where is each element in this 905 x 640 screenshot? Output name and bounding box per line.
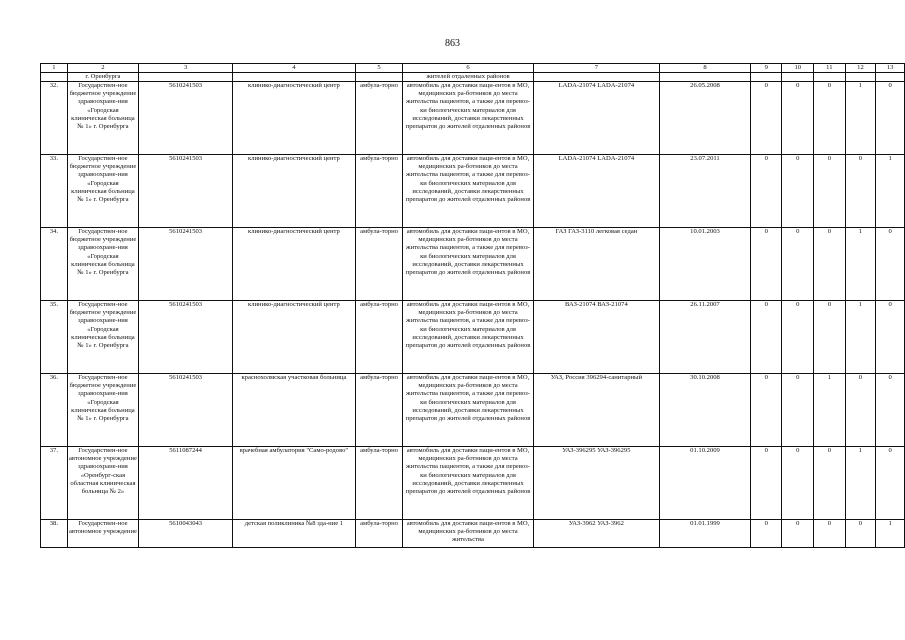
cell bbox=[233, 73, 356, 82]
date-cell: 10.01.2003 bbox=[660, 228, 751, 301]
cell bbox=[782, 73, 814, 82]
count-cell: 0 bbox=[814, 82, 846, 155]
unit-cell: клинико-диагностический центр bbox=[233, 228, 356, 301]
vehicle-cell: УАЗ, Россия 396294-санитарный bbox=[533, 374, 659, 447]
care-type-cell: амбула-торно bbox=[355, 301, 403, 374]
count-cell: 0 bbox=[876, 447, 905, 520]
purpose-cell: автомобиль для доставки паци-ентов в МО, медицинских ра-ботников до места жительства пациентов, а также для перевоз-ки биологических материалов для исследований, доставки лекарственных препаратов до жителей отдаленных районов bbox=[403, 155, 533, 228]
vehicle-cell: ГАЗ ГАЗ-3110 легковая седан bbox=[533, 228, 659, 301]
count-cell: 0 bbox=[814, 520, 846, 548]
org-cell: Государствен-ное бюджетное учреждение здравоохране-ния «Городская клиническая больница № 1» г. Оренбурга bbox=[67, 228, 138, 301]
column-header: 1 bbox=[41, 64, 68, 73]
table-row bbox=[41, 228, 905, 301]
header-row bbox=[41, 64, 905, 73]
count-cell: 0 bbox=[845, 520, 876, 548]
count-cell: 0 bbox=[750, 155, 782, 228]
unit-cell: клинико-диагностический центр bbox=[233, 82, 356, 155]
row-number-cell: 38. bbox=[41, 520, 68, 548]
count-cell: 0 bbox=[782, 228, 814, 301]
table-row bbox=[41, 301, 905, 374]
date-cell: 26.05.2008 bbox=[660, 82, 751, 155]
count-cell: 0 bbox=[876, 82, 905, 155]
vehicle-cell: ВАЗ-21074 ВАЗ-21074 bbox=[533, 301, 659, 374]
vehicle-cell: УАЗ-3962 УАЗ-3962 bbox=[533, 520, 659, 548]
purpose-cell: автомобиль для доставки паци-ентов в МО, медицинских ра-ботников до места жительства пациентов, а также для перевоз-ки биологических материалов для исследований, доставки лекарственных препаратов до жителей отдаленных районов bbox=[403, 228, 533, 301]
table-row bbox=[41, 447, 905, 520]
org-cell: Государствен-ное автономное учреждение здравоохране-ния «Оренбург-ская областная клиническая больница № 2» bbox=[67, 447, 138, 520]
cell bbox=[41, 73, 68, 82]
count-cell: 0 bbox=[782, 520, 814, 548]
count-cell: 0 bbox=[845, 155, 876, 228]
unit-cell: клинико-диагностический центр bbox=[233, 155, 356, 228]
table-row bbox=[41, 374, 905, 447]
row-number-cell: 32. bbox=[41, 82, 68, 155]
count-cell: 0 bbox=[782, 374, 814, 447]
vehicle-cell: LADA-21074 LADA-21074 bbox=[533, 155, 659, 228]
date-cell: 26.11.2007 bbox=[660, 301, 751, 374]
count-cell: 0 bbox=[876, 301, 905, 374]
row-number-cell: 33. bbox=[41, 155, 68, 228]
table-row bbox=[41, 155, 905, 228]
row-number-cell: 37. bbox=[41, 447, 68, 520]
count-cell: 1 bbox=[845, 447, 876, 520]
cell bbox=[845, 73, 876, 82]
inn-cell: 5610241503 bbox=[139, 301, 233, 374]
count-cell: 0 bbox=[750, 520, 782, 548]
continuation-row bbox=[41, 73, 905, 82]
cell bbox=[660, 73, 751, 82]
cell bbox=[814, 73, 846, 82]
inn-cell: 5610241503 bbox=[139, 374, 233, 447]
count-cell: 0 bbox=[845, 374, 876, 447]
count-cell: 0 bbox=[814, 447, 846, 520]
unit-cell: краснохолмская участковая больница bbox=[233, 374, 356, 447]
date-cell: 30.10.2008 bbox=[660, 374, 751, 447]
date-cell: 23.07.2011 bbox=[660, 155, 751, 228]
inn-cell: 5611087244 bbox=[139, 447, 233, 520]
data-table bbox=[40, 63, 905, 548]
column-header: 7 bbox=[533, 64, 659, 73]
care-type-cell: амбула-торно bbox=[355, 82, 403, 155]
column-header: 12 bbox=[845, 64, 876, 73]
org-cell: Государствен-ное автономное учреждение bbox=[67, 520, 138, 548]
inn-cell: 5610043043 bbox=[139, 520, 233, 548]
unit-cell: клинико-диагностический центр bbox=[233, 301, 356, 374]
vehicle-cell: LADA-21074 LADA-21074 bbox=[533, 82, 659, 155]
unit-cell: врачебная амбулатория "Само-родово" bbox=[233, 447, 356, 520]
count-cell: 0 bbox=[750, 447, 782, 520]
count-cell: 0 bbox=[814, 155, 846, 228]
cell bbox=[750, 73, 782, 82]
count-cell: 1 bbox=[814, 374, 846, 447]
inn-cell: 5610241503 bbox=[139, 82, 233, 155]
count-cell: 1 bbox=[845, 301, 876, 374]
purpose-cell: автомобиль для доставки паци-ентов в МО, медицинских ра-ботников до места жительства пациентов, а также для перевоз-ки биологических материалов для исследований, доставки лекарственных препаратов до жителей отдаленных районов bbox=[403, 447, 533, 520]
count-cell: 0 bbox=[750, 228, 782, 301]
cell bbox=[533, 73, 659, 82]
purpose-cell: автомобиль для доставки паци-ентов в МО, медицинских ра-ботников до места жительства пациентов, а также для перевоз-ки биологических материалов для исследований, доставки лекарственных препаратов до жителей отдаленных районов bbox=[403, 374, 533, 447]
cell bbox=[355, 73, 403, 82]
table-row bbox=[41, 82, 905, 155]
care-type-cell: амбула-торно bbox=[355, 447, 403, 520]
purpose-cell: автомобиль для доставки паци-ентов в МО, медицинских ра-ботников до места жительства пациентов, а также для перевоз-ки биологических материалов для исследований, доставки лекарственных препаратов до жителей отдаленных районов bbox=[403, 301, 533, 374]
count-cell: 0 bbox=[782, 301, 814, 374]
count-cell: 0 bbox=[750, 374, 782, 447]
count-cell: 1 bbox=[876, 520, 905, 548]
column-header: 10 bbox=[782, 64, 814, 73]
column-header: 5 bbox=[355, 64, 403, 73]
column-header: 11 bbox=[814, 64, 846, 73]
care-type-cell: амбула-торно bbox=[355, 155, 403, 228]
count-cell: 0 bbox=[750, 301, 782, 374]
count-cell: 1 bbox=[845, 228, 876, 301]
org-cell: Государствен-ное бюджетное учреждение здравоохране-ния «Городская клиническая больница № 1» г. Оренбурга bbox=[67, 374, 138, 447]
purpose-cell: автомобиль для доставки паци-ентов в МО, медицинских ра-ботников до места жительства пациентов, а также для перевоз-ки биологических материалов для исследований, доставки лекарственных препаратов до жителей отдаленных районов bbox=[403, 82, 533, 155]
column-header: 9 bbox=[750, 64, 782, 73]
count-cell: 0 bbox=[782, 155, 814, 228]
page-number: 863 bbox=[445, 38, 460, 49]
inn-cell: 5610241503 bbox=[139, 155, 233, 228]
count-cell: 0 bbox=[876, 228, 905, 301]
inn-cell: 5610241503 bbox=[139, 228, 233, 301]
unit-cell: детская поликлиника №8 зда-ние 1 bbox=[233, 520, 356, 548]
count-cell: 0 bbox=[782, 447, 814, 520]
count-cell: 0 bbox=[782, 82, 814, 155]
row-number-cell: 36. bbox=[41, 374, 68, 447]
count-cell: 0 bbox=[876, 374, 905, 447]
care-type-cell: амбула-торно bbox=[355, 228, 403, 301]
purpose-cell: жителей отдаленных районов bbox=[403, 73, 533, 82]
row-number-cell: 35. bbox=[41, 301, 68, 374]
table-row bbox=[41, 520, 905, 548]
column-header: 3 bbox=[139, 64, 233, 73]
column-header: 13 bbox=[876, 64, 905, 73]
column-header: 2 bbox=[67, 64, 138, 73]
cell bbox=[139, 73, 233, 82]
vehicle-cell: УАЗ-396295 УАЗ-396295 bbox=[533, 447, 659, 520]
column-header: 6 bbox=[403, 64, 533, 73]
care-type-cell: амбула-торно bbox=[355, 520, 403, 548]
date-cell: 01.10.2009 bbox=[660, 447, 751, 520]
date-cell: 01.01.1999 bbox=[660, 520, 751, 548]
purpose-cell: автомобиль для доставки паци-ентов в МО, медицинских ра-ботников до места жительства bbox=[403, 520, 533, 548]
column-header: 8 bbox=[660, 64, 751, 73]
org-cell: Государствен-ное бюджетное учреждение здравоохране-ния «Городская клиническая больница № 1» г. Оренбурга bbox=[67, 301, 138, 374]
org-cell: Государствен-ное бюджетное учреждение здравоохране-ния «Городская клиническая больница № 1» г. Оренбурга bbox=[67, 82, 138, 155]
row-number-cell: 34. bbox=[41, 228, 68, 301]
count-cell: 1 bbox=[845, 82, 876, 155]
count-cell: 0 bbox=[814, 228, 846, 301]
care-type-cell: амбула-торно bbox=[355, 374, 403, 447]
cell bbox=[876, 73, 905, 82]
count-cell: 0 bbox=[750, 82, 782, 155]
count-cell: 1 bbox=[876, 155, 905, 228]
org-cell: Государствен-ное бюджетное учреждение здравоохране-ния «Городская клиническая больница № 1» г. Оренбурга bbox=[67, 155, 138, 228]
column-header: 4 bbox=[233, 64, 356, 73]
count-cell: 0 bbox=[814, 301, 846, 374]
org-cell: г. Оренбурга bbox=[67, 73, 138, 82]
